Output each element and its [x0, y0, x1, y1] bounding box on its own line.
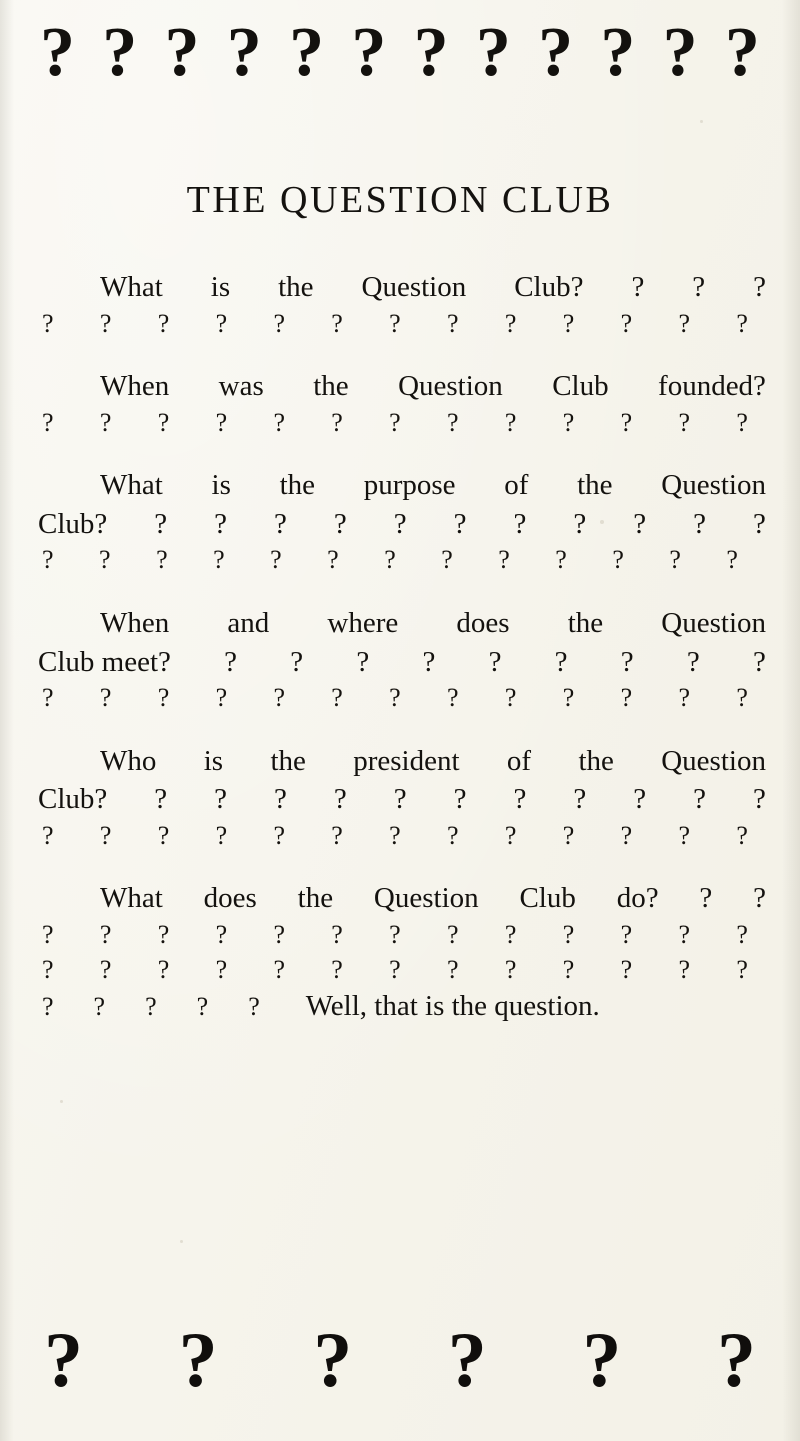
word: Club — [519, 882, 576, 915]
question-mark-icon: ? — [99, 820, 112, 850]
question-mark-icon: ? — [274, 783, 287, 816]
question-mark-icon: ? — [333, 783, 347, 816]
question-mark-icon: ? — [42, 407, 54, 437]
question-mark-icon: ? — [693, 783, 707, 816]
word: Question — [661, 744, 766, 777]
word: Question — [373, 882, 479, 915]
question-mark-icon: ? — [447, 954, 459, 984]
question-mark-icon: ? — [99, 683, 112, 713]
question-mark-icon: ? — [389, 820, 401, 850]
word: Club? — [38, 783, 108, 816]
question-mark-icon: ? — [736, 820, 748, 850]
question-mark-icon: ? — [215, 919, 228, 949]
filler-question-mark-row — [38, 681, 766, 716]
question-mark-icon: ? — [313, 1316, 353, 1403]
word: and — [227, 606, 270, 639]
question-mark-icon: ? — [678, 308, 690, 338]
paper-speck — [700, 120, 703, 123]
word: founded? — [658, 370, 766, 403]
question-mark-icon: ? — [620, 683, 633, 713]
question-line — [38, 367, 766, 406]
question-mark-icon: ? — [678, 820, 690, 850]
question-mark-icon: ? — [333, 507, 347, 540]
question-mark-icon: ? — [157, 820, 170, 850]
question-line — [38, 742, 766, 781]
word: When — [100, 606, 170, 639]
question-mark-icon: ? — [716, 1316, 756, 1403]
word: the — [279, 469, 315, 502]
closing-lead-marks — [42, 990, 306, 1025]
word: does — [203, 882, 257, 915]
question-block-purpose — [38, 466, 766, 578]
question-line — [38, 604, 766, 643]
question-mark-icon: ? — [99, 308, 112, 338]
filler-question-mark-row — [38, 307, 766, 342]
question-line — [38, 879, 766, 918]
word: Club? — [38, 507, 108, 540]
question-mark-icon: ? — [331, 954, 343, 984]
question-mark-icon: ? — [504, 407, 517, 437]
question-block-what-is — [38, 268, 766, 341]
question-mark-icon: ? — [662, 14, 698, 91]
question-mark-icon: ? — [289, 14, 325, 91]
question-mark-icon: ? — [631, 271, 645, 303]
question-mark-icon: ? — [554, 645, 568, 678]
question-mark-icon: ? — [753, 645, 766, 678]
word: is — [211, 469, 231, 502]
question-mark-icon: ? — [582, 1316, 622, 1403]
question-mark-icon: ? — [157, 954, 170, 984]
question-mark-icon: ? — [331, 683, 343, 713]
question-mark-icon: ? — [93, 992, 106, 1022]
word: is — [210, 271, 231, 303]
question-mark-icon: ? — [620, 645, 634, 678]
question-mark-icon: ? — [753, 882, 766, 915]
question-mark-icon: ? — [157, 919, 170, 949]
question-mark-icon: ? — [331, 407, 343, 437]
question-mark-icon: ? — [620, 820, 633, 850]
question-mark-icon: ? — [273, 954, 285, 984]
filler-question-mark-row — [38, 953, 766, 988]
question-mark-icon: ? — [215, 308, 228, 338]
question-mark-icon: ? — [555, 545, 567, 575]
question-mark-icon: ? — [504, 954, 517, 984]
question-mark-icon: ? — [331, 820, 343, 850]
question-mark-icon: ? — [351, 14, 387, 91]
word: president — [353, 744, 460, 777]
question-mark-icon: ? — [157, 308, 170, 338]
question-mark-icon: ? — [447, 308, 459, 338]
question-mark-icon: ? — [513, 783, 527, 816]
word: Question — [398, 370, 503, 403]
question-mark-icon: ? — [699, 882, 713, 915]
question-mark-icon: ? — [498, 545, 510, 575]
question-mark-icon: ? — [331, 919, 343, 949]
question-mark-icon: ? — [102, 14, 138, 91]
question-block-when-where-meet — [38, 604, 766, 716]
word: was — [218, 370, 264, 403]
question-mark-icon: ? — [504, 919, 517, 949]
question-mark-icon: ? — [273, 308, 285, 338]
question-mark-icon: ? — [504, 820, 517, 850]
question-mark-icon: ? — [736, 954, 748, 984]
question-mark-icon: ? — [389, 919, 401, 949]
question-mark-icon: ? — [327, 545, 339, 575]
question-mark-icon: ? — [290, 645, 304, 678]
question-mark-icon: ? — [273, 683, 285, 713]
word: What — [100, 469, 163, 502]
question-mark-icon: ? — [633, 783, 647, 816]
question-mark-icon: ? — [753, 507, 766, 540]
question-mark-icon: ? — [724, 14, 760, 91]
word: Who — [100, 744, 157, 777]
question-mark-icon: ? — [40, 14, 75, 91]
question-mark-icon: ? — [686, 645, 700, 678]
question-mark-icon: ? — [157, 683, 170, 713]
question-mark-icon: ? — [573, 783, 587, 816]
question-mark-icon: ? — [356, 645, 370, 678]
question-mark-icon: ? — [215, 407, 228, 437]
question-mark-icon: ? — [422, 645, 436, 678]
question-mark-icon: ? — [562, 683, 575, 713]
question-line — [38, 466, 766, 505]
question-mark-icon: ? — [562, 954, 575, 984]
question-mark-icon: ? — [99, 407, 112, 437]
word: What — [100, 271, 163, 303]
word: where — [327, 606, 399, 639]
question-mark-icon: ? — [447, 407, 459, 437]
question-mark-icon: ? — [538, 14, 574, 91]
question-mark-icon: ? — [248, 992, 260, 1022]
question-mark-icon: ? — [42, 820, 54, 850]
question-mark-icon: ? — [274, 507, 287, 540]
question-mark-icon: ? — [215, 954, 228, 984]
question-mark-icon: ? — [669, 545, 681, 575]
word: the — [270, 744, 306, 777]
question-mark-icon: ? — [384, 545, 396, 575]
question-mark-icon: ? — [393, 507, 407, 540]
question-mark-icon: ? — [42, 545, 54, 575]
word: Question — [361, 271, 467, 303]
question-block-when-founded — [38, 367, 766, 440]
word: Club — [552, 370, 609, 403]
question-mark-icon: ? — [224, 645, 237, 678]
question-mark-icon: ? — [156, 545, 168, 575]
question-line-continuation — [38, 643, 766, 682]
word: the — [278, 271, 314, 303]
question-mark-icon: ? — [475, 14, 511, 91]
filler-question-mark-row — [38, 406, 766, 441]
question-mark-icon: ? — [447, 683, 459, 713]
filler-question-mark-row — [38, 918, 766, 953]
question-mark-icon: ? — [42, 992, 54, 1022]
question-line-continuation — [38, 780, 766, 819]
bottom-question-mark-row — [44, 1316, 756, 1403]
closing-text: Well, that is the question. — [305, 990, 600, 1023]
question-mark-icon: ? — [633, 507, 647, 540]
word: does — [456, 606, 510, 639]
word: is — [203, 744, 224, 777]
question-mark-icon: ? — [736, 919, 748, 949]
question-mark-icon: ? — [42, 683, 54, 713]
question-mark-icon: ? — [154, 783, 168, 816]
question-mark-icon: ? — [331, 308, 343, 338]
question-mark-icon: ? — [273, 407, 285, 437]
question-mark-icon: ? — [154, 507, 168, 540]
question-mark-icon: ? — [678, 683, 690, 713]
question-mark-icon: ? — [736, 407, 748, 437]
word: Club meet? — [38, 645, 171, 678]
question-mark-icon: ? — [389, 407, 401, 437]
word: the — [567, 606, 604, 639]
question-mark-icon: ? — [273, 820, 285, 850]
question-mark-icon: ? — [214, 507, 228, 540]
question-mark-icon: ? — [620, 954, 633, 984]
question-mark-icon: ? — [562, 820, 575, 850]
question-mark-icon: ? — [453, 507, 467, 540]
word: What — [100, 882, 163, 915]
question-mark-icon: ? — [447, 1316, 487, 1403]
question-mark-icon: ? — [726, 545, 738, 575]
question-mark-icon: ? — [164, 14, 200, 91]
question-mark-icon: ? — [620, 919, 633, 949]
word: Question — [661, 606, 766, 639]
question-mark-icon: ? — [562, 407, 575, 437]
word: the — [577, 469, 613, 502]
question-mark-icon: ? — [573, 507, 587, 540]
paper-speck — [600, 520, 604, 524]
question-mark-icon: ? — [513, 507, 527, 540]
question-block-president — [38, 742, 766, 854]
question-mark-icon: ? — [620, 308, 633, 338]
question-mark-icon: ? — [42, 919, 54, 949]
question-mark-icon: ? — [620, 407, 633, 437]
page-title: THE QUESTION CLUB — [186, 179, 614, 221]
document-body — [38, 268, 766, 1052]
question-mark-icon: ? — [447, 820, 459, 850]
question-mark-icon: ? — [678, 954, 690, 984]
question-mark-icon: ? — [145, 992, 157, 1022]
question-mark-icon: ? — [736, 683, 748, 713]
word: the — [578, 744, 614, 777]
question-mark-icon: ? — [389, 683, 401, 713]
question-mark-icon: ? — [504, 683, 517, 713]
word: of — [504, 469, 529, 502]
question-line-continuation — [38, 505, 766, 544]
top-question-mark-row — [40, 14, 760, 91]
question-mark-icon: ? — [157, 407, 170, 437]
question-mark-icon: ? — [215, 820, 228, 850]
question-mark-icon: ? — [389, 308, 401, 338]
question-mark-icon: ? — [441, 545, 453, 575]
question-mark-icon: ? — [562, 308, 575, 338]
question-mark-icon: ? — [42, 308, 54, 338]
filler-question-mark-row — [38, 819, 766, 854]
closing-line — [38, 987, 766, 1026]
paper-speck — [60, 1100, 63, 1103]
question-mark-icon: ? — [562, 919, 575, 949]
question-mark-icon: ? — [753, 271, 766, 303]
filler-question-mark-row — [38, 543, 766, 578]
question-mark-icon: ? — [447, 919, 459, 949]
question-mark-icon: ? — [178, 1316, 218, 1403]
question-mark-icon: ? — [678, 407, 690, 437]
question-mark-icon: ? — [612, 545, 624, 575]
word: do? — [616, 882, 659, 915]
question-mark-icon: ? — [504, 308, 517, 338]
question-mark-icon: ? — [488, 645, 502, 678]
question-mark-icon: ? — [213, 545, 225, 575]
question-mark-icon: ? — [736, 308, 748, 338]
question-line — [38, 268, 766, 307]
word: Question — [661, 469, 766, 502]
question-mark-icon: ? — [753, 783, 766, 816]
question-mark-icon: ? — [214, 783, 228, 816]
question-mark-icon: ? — [99, 545, 111, 575]
question-mark-icon: ? — [196, 992, 209, 1022]
question-mark-icon: ? — [693, 507, 707, 540]
question-mark-icon: ? — [413, 14, 449, 91]
word: the — [313, 370, 349, 403]
question-mark-icon: ? — [389, 954, 401, 984]
word: purpose — [363, 469, 456, 502]
question-mark-icon: ? — [600, 14, 636, 91]
question-mark-icon: ? — [453, 783, 467, 816]
word: the — [297, 882, 334, 915]
word: of — [506, 744, 532, 777]
question-mark-icon: ? — [44, 1316, 83, 1403]
word: When — [100, 370, 170, 403]
question-mark-icon: ? — [270, 545, 282, 575]
question-block-what-does-it-do — [38, 879, 766, 1025]
question-mark-icon: ? — [273, 919, 285, 949]
question-mark-icon: ? — [678, 919, 690, 949]
question-mark-icon: ? — [99, 954, 112, 984]
question-mark-icon: ? — [99, 919, 112, 949]
question-mark-icon: ? — [215, 683, 228, 713]
word: Club? — [514, 271, 584, 303]
question-mark-icon: ? — [42, 954, 54, 984]
question-mark-icon: ? — [226, 14, 262, 91]
question-mark-icon: ? — [393, 783, 407, 816]
question-mark-icon: ? — [692, 271, 706, 303]
paper-speck — [180, 1240, 183, 1243]
